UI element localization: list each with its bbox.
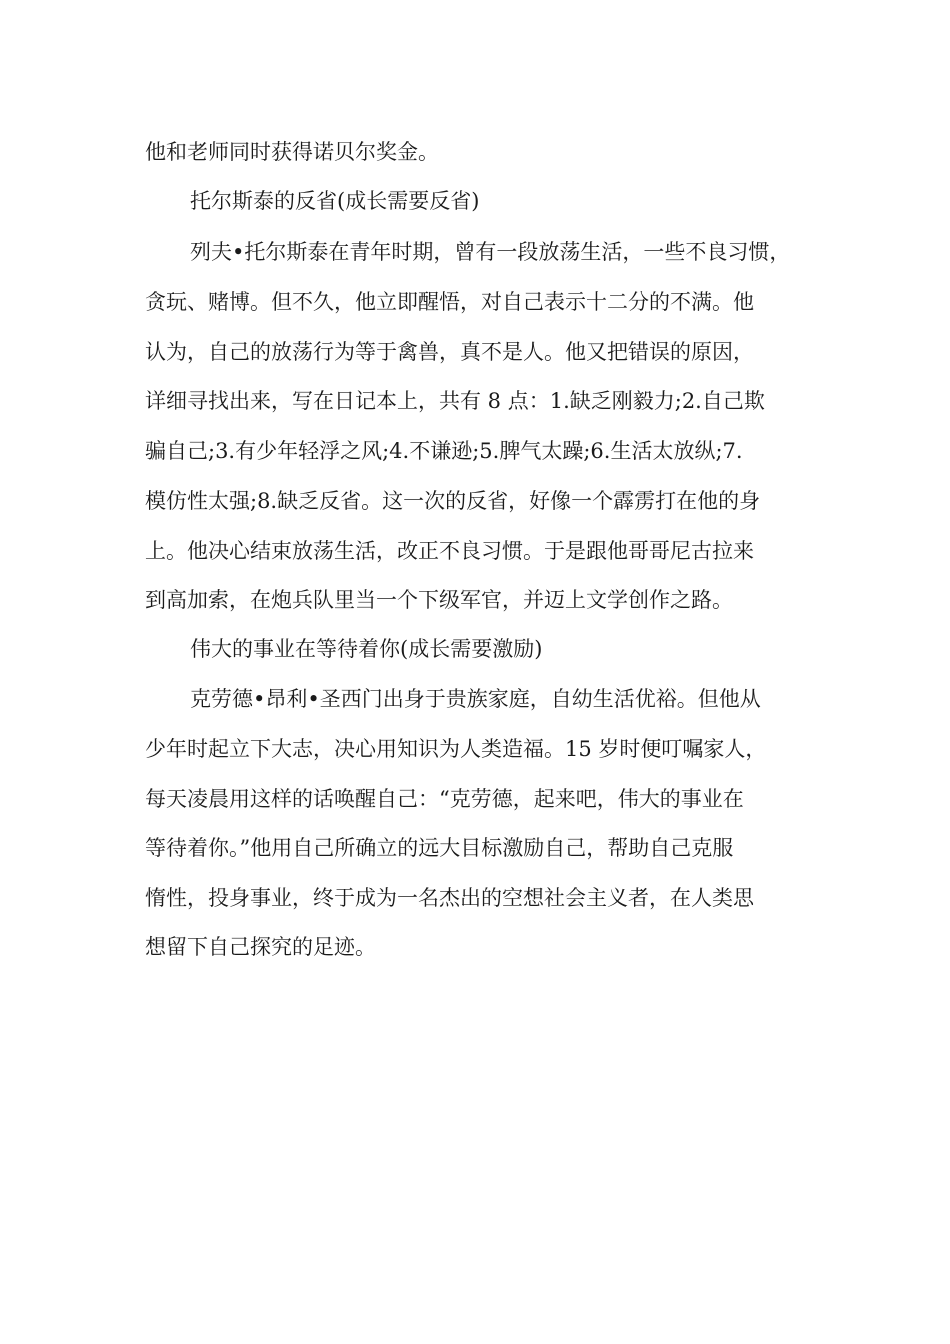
paragraph-line: 等待着你。”他用自己所确立的远大目标激励自己，帮助自己克服 (145, 836, 734, 860)
paragraph-line: 详细寻找出来，写在日记本上，共有 8 点：1.缺乏刚毅力;2.自己欺 (145, 389, 765, 413)
paragraph-line: 骗自己;3.有少年轻浮之风;4.不谦逊;5.脾气太躁;6.生活太放纵;7. (145, 439, 743, 463)
paragraph-line: 到高加索，在炮兵队里当一个下级军官，并迈上文学创作之路。 (145, 588, 733, 612)
section-heading: 伟大的事业在等待着你(成长需要激励) (190, 637, 543, 661)
paragraph-line: 想留下自己探究的足迹。 (145, 935, 376, 959)
paragraph-line: 少年时起立下大志，决心用知识为人类造福。15 岁时便叮嘱家人， (145, 737, 767, 761)
paragraph-line: 上。他决心结束放荡生活，改正不良习惯。于是跟他哥哥尼古拉来 (145, 539, 754, 563)
paragraph-line: 认为，自己的放荡行为等于禽兽，真不是人。他又把错误的原因， (145, 340, 754, 364)
paragraph-line: 列夫•托尔斯泰在青年时期，曾有一段放荡生活，一些不良习惯， (190, 240, 791, 264)
paragraph-line: 惰性，投身事业，终于成为一名杰出的空想社会主义者，在人类思 (145, 886, 754, 910)
paragraph-line: 克劳德•昂利•圣西门出身于贵族家庭，自幼生活优裕。但他从 (190, 687, 761, 711)
paragraph-line: 每天凌晨用这样的话唤醒自己：“克劳德，起来吧，伟大的事业在 (145, 787, 744, 811)
paragraph-line: 他和老师同时获得诺贝尔奖金。 (145, 140, 439, 164)
paragraph-line: 贪玩、赌博。但不久，他立即醒悟，对自己表示十二分的不满。他 (145, 290, 754, 314)
paragraph-line: 模仿性太强;8.缺乏反省。这一次的反省，好像一个霹雳打在他的身 (145, 489, 761, 513)
section-heading: 托尔斯泰的反省(成长需要反省) (190, 189, 480, 213)
